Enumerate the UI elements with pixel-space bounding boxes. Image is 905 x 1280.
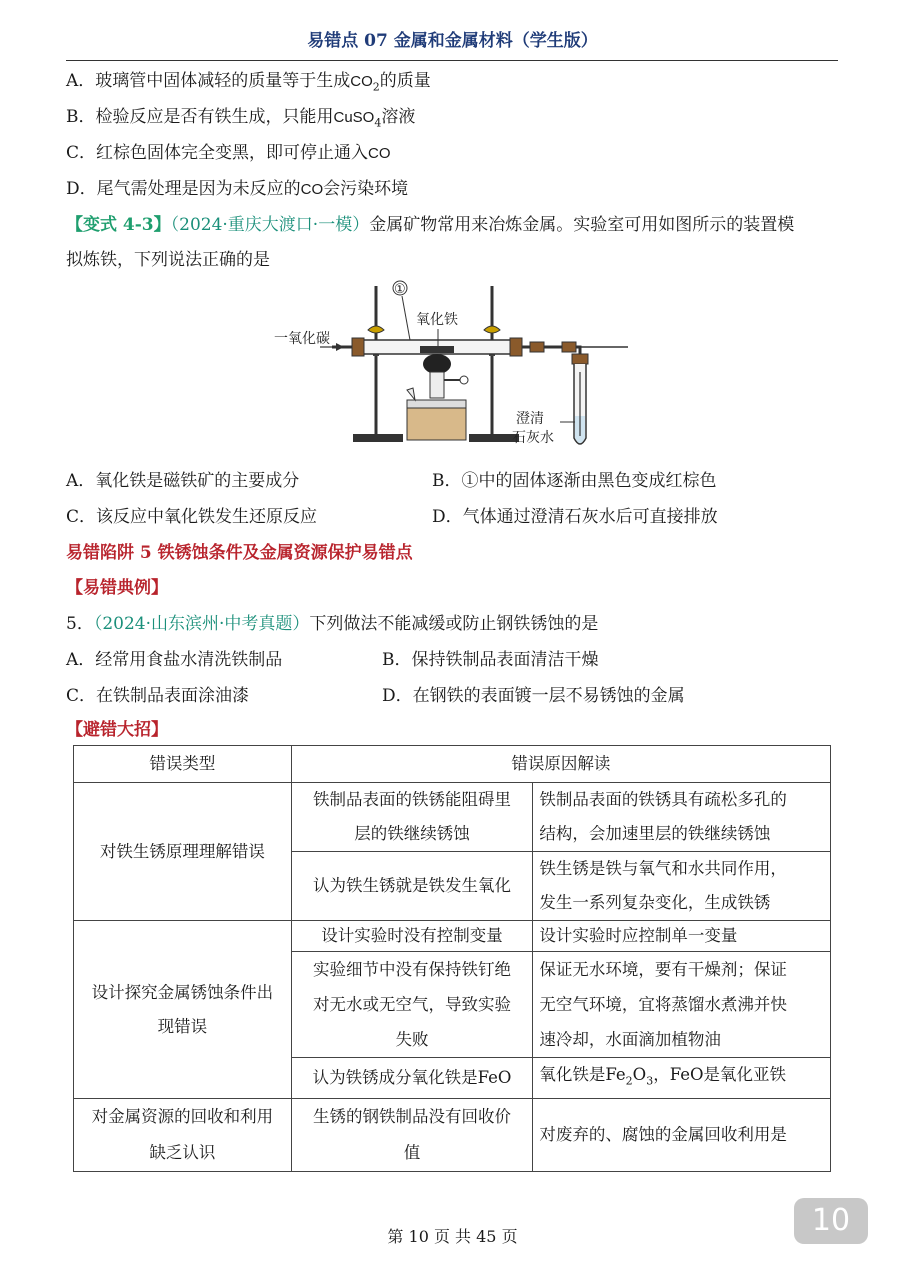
iron-oxide-label: 氧化铁 <box>416 312 458 328</box>
g2-r1-fix: 设计实验时应控制单一变量 <box>533 921 831 952</box>
table-header-row <box>74 746 831 783</box>
g3-fix: 对废弃的、腐蚀的金属回收利用是 <box>533 1099 831 1172</box>
q5-source: （2024·山东滨州·中考真题） <box>93 614 310 634</box>
g2-r3-err: 认为铁锈成分氧化铁是FeO <box>291 1058 533 1099</box>
trap5-heading: 易错陷阱 5 铁锈蚀条件及金属资源保护易错点 <box>66 543 413 563</box>
g2-r3-fix: 氧化铁是$Fe_2O_3$，FeO是氧化亚铁 <box>533 1058 831 1099</box>
q4-3-tag: 【变式 4-3】 <box>66 215 171 235</box>
page-number-badge: 10 <box>794 1198 868 1244</box>
q4-3-option-c: C．该反应中氧化铁发生还原反应 <box>66 507 318 527</box>
q4-2-option-b: B．检验反应是否有铁生成，只能用CuSO$_4$溶液 <box>66 107 416 130</box>
iron-oxide-powder <box>420 346 454 353</box>
right-clamp-screw <box>484 326 500 333</box>
q4-3-stem-line1: 【变式 4-3】（2024·重庆大渡口·一模）金属矿物常用来冶炼金属。实验室可用如图所示的装置模 <box>66 215 795 235</box>
q4-2-option-c: C．红棕色固体完全变黑，即可停止通入CO <box>66 143 391 163</box>
error-analysis-table <box>73 745 831 1172</box>
clear-label: 澄清 <box>516 411 544 427</box>
left-stopper <box>352 338 364 356</box>
q5-option-d: D．在钢铁的表面镀一层不易锈蚀的金属 <box>382 686 685 706</box>
header-divider <box>66 60 838 61</box>
q4-3-option-d: D．气体通过澄清石灰水后可直接排放 <box>432 507 718 527</box>
g2-r2-err: 实验细节中没有保持铁钉绝 对无水或无空气，导致实验 失败 <box>291 952 533 1058</box>
table-row <box>74 1099 831 1172</box>
q4-2-option-d: D．尾气需处理是因为未反应的CO会污染环境 <box>66 179 409 199</box>
g1-r2-err: 认为铁生锈就是铁发生氧化 <box>291 852 533 921</box>
q4-3-option-b: B．①中的固体逐渐由黑色变成红棕色 <box>432 471 717 491</box>
q4-3-stem-line2: 拟炼铁，下列说法正确的是 <box>66 250 270 270</box>
tips-label: 【避错大招】 <box>66 720 168 740</box>
q4-3-option-a: A．氧化铁是磁铁矿的主要成分 <box>66 471 300 491</box>
q4-2-option-a: A．玻璃管中固体减轻的质量等于生成$CO_2$的质量 <box>66 71 431 94</box>
q5-option-a: A．经常用食盐水清洗铁制品 <box>66 650 283 670</box>
co-label: 一氧化碳 <box>274 331 330 347</box>
q5-option-c: C．在铁制品表面涂油漆 <box>66 686 250 706</box>
left-stand-base <box>353 434 403 442</box>
iron-smelting-apparatus-diagram <box>270 276 640 452</box>
g3-type: 对金属资源的回收和利用 缺乏认识 <box>74 1099 292 1172</box>
g1-type: 对铁生锈原理理解错误 <box>74 783 292 921</box>
example-label: 【易错典例】 <box>66 578 168 598</box>
g1-r2-fix: 铁生锈是铁与氧气和水共同作用， 发生一系列复杂变化，生成铁锈 <box>533 852 831 921</box>
q5-stem: 5．（2024·山东滨州·中考真题）下列做法不能减缓或防止钢铁锈蚀的是 <box>66 614 599 634</box>
table-row <box>74 921 831 952</box>
burner-column <box>430 372 444 398</box>
left-clamp-screw <box>368 326 384 333</box>
g2-type: 设计探究金属锈蚀条件出 现错误 <box>74 921 292 1099</box>
limewater-label: 石灰水 <box>512 430 554 446</box>
table-row <box>74 783 831 852</box>
page-footer: 第 10 页 共 45 页 <box>387 1227 518 1246</box>
test-tube-stopper <box>572 354 588 364</box>
alcohol-lamp <box>407 408 466 440</box>
burner-flame <box>423 354 451 374</box>
g2-r1-err: 设计实验时没有控制变量 <box>291 921 533 952</box>
g3-err: 生锈的钢铁制品没有回收价 值 <box>291 1099 533 1172</box>
right-stopper <box>510 338 522 356</box>
q5-option-b: B．保持铁制品表面清洁干燥 <box>382 650 599 670</box>
g1-r1-err: 铁制品表面的铁锈能阻碍里 层的铁继续锈蚀 <box>291 783 533 852</box>
col-error-reason: 错误原因解读 <box>291 746 830 783</box>
circle-one-label: ① <box>394 282 406 297</box>
g1-r1-fix: 铁制品表面的铁锈具有疏松多孔的 结构，会加速里层的铁继续锈蚀 <box>533 783 831 852</box>
g2-r2-fix: 保证无水环境，要有干燥剂；保证 无空气环境，宜将蒸馏水煮沸并快 速冷却，水面滴加植物油 <box>533 952 831 1058</box>
col-error-type: 错误类型 <box>74 746 292 783</box>
q4-3-source: （2024·重庆大渡口·一模） <box>170 215 370 235</box>
page-title: 易错点 07 金属和金属材料（学生版） <box>307 31 598 51</box>
